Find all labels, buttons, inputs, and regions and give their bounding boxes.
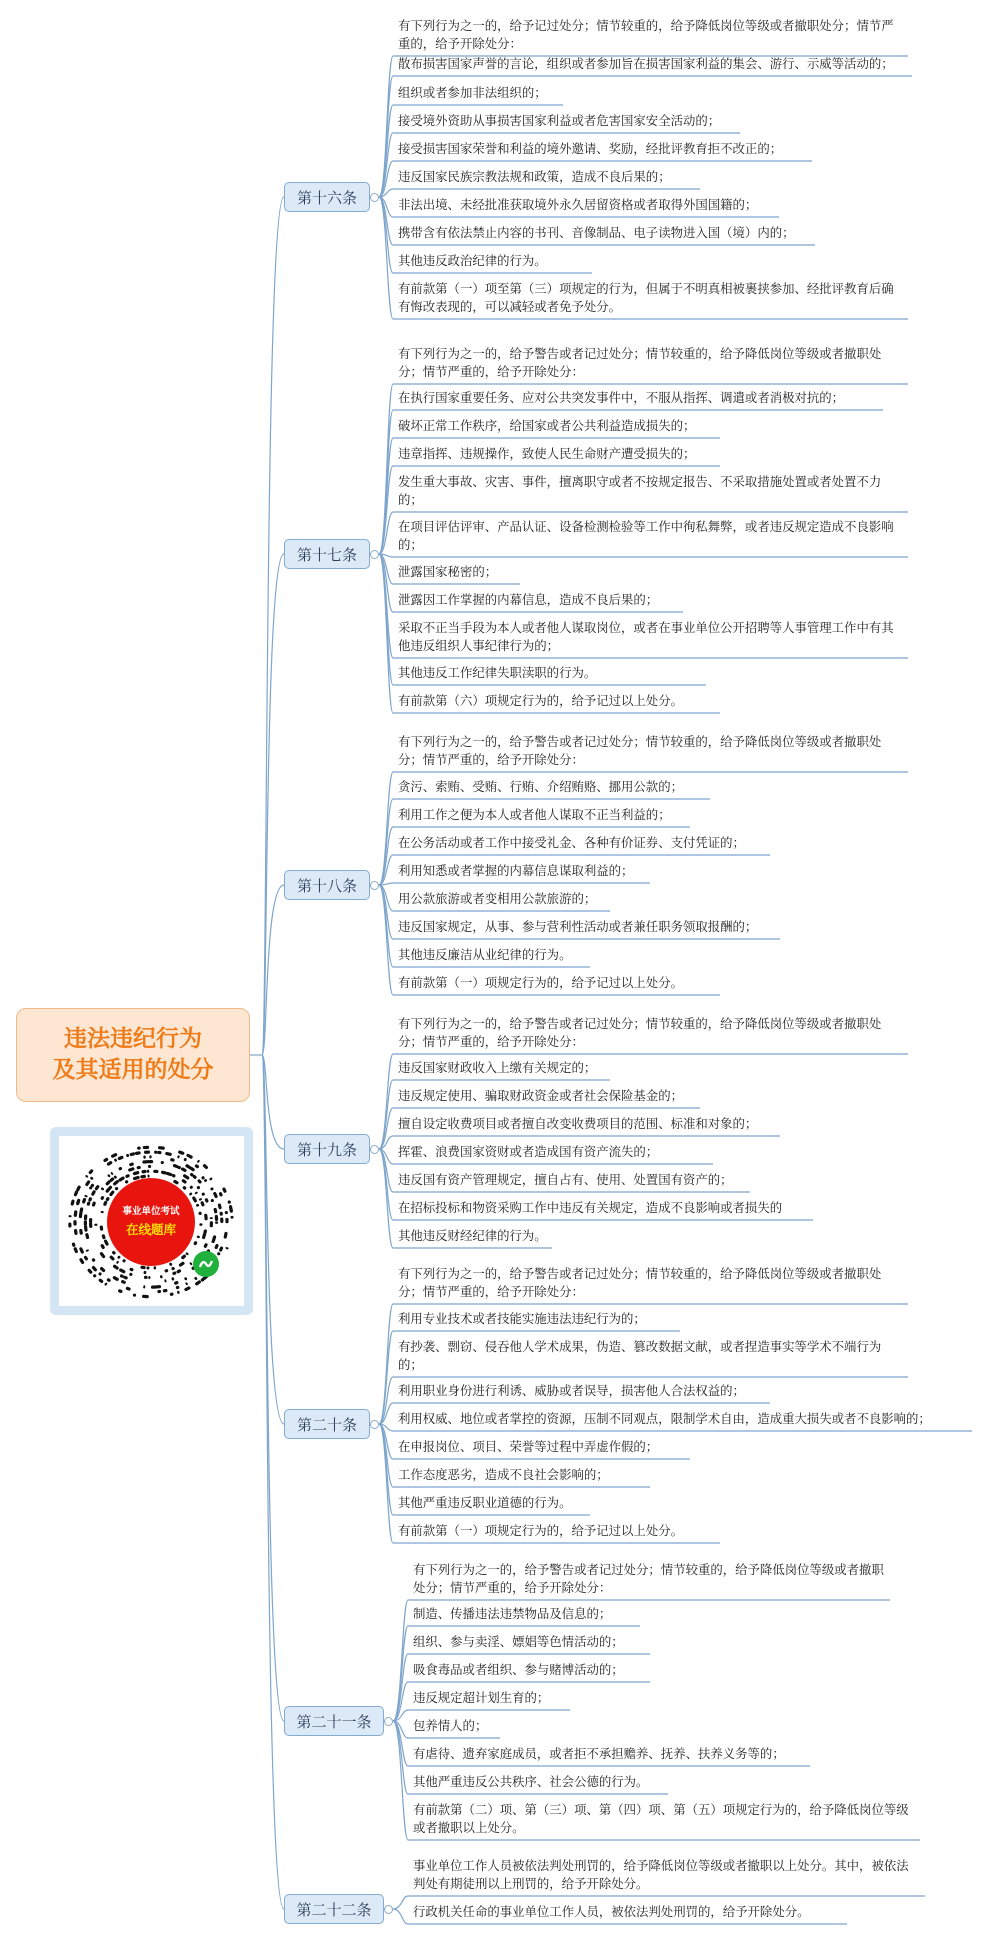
leaf-item: 在招标投标和物资采购工作中违反有关规定，造成不良影响或者损失的: [398, 1201, 783, 1215]
qr-code-image: [59, 1136, 244, 1306]
root-topic[interactable]: [16, 1008, 250, 1102]
leaf-item: 利用职业身份进行利诱、威胁或者误导，损害他人合法权益的；: [398, 1384, 745, 1398]
leaf-item: 工作态度恶劣，造成不良社会影响的；: [398, 1468, 609, 1482]
leaf-item: 用公款旅游或者变相用公款旅游的；: [398, 892, 597, 906]
leaf-item: 违反国有资产管理规定，擅自占有、使用、处置国有资产的；: [398, 1173, 733, 1187]
root-topic-line-1: 违法违纪行为: [64, 1026, 202, 1052]
collapse-toggle-icon[interactable]: [370, 1420, 379, 1429]
qr-code-card: [50, 1127, 253, 1315]
leaf-item: 有下列行为之一的，给予记过处分；情节较重的，给予降低岗位等级或者撤职处分；情节严重的，给予开除处分：: [398, 19, 894, 51]
leaf-item: 有下列行为之一的，给予警告或者记过处分；情节较重的，给予降低岗位等级或者撤职处分；情节严重的，给予开除处分：: [398, 1267, 882, 1299]
leaf-item: 破坏正常工作秩序，给国家或者公共利益造成损失的；: [398, 419, 696, 433]
collapse-toggle-icon[interactable]: [384, 1717, 393, 1726]
leaf-item: 在执行国家重要任务、应对公共突发事件中，不服从指挥、调遣或者消极对抗的；: [398, 391, 845, 405]
leaf-item: 有抄袭、剽窃、侵吞他人学术成果，伪造、篡改数据文献，或者捏造事实等学术不端行为的；: [398, 1340, 882, 1372]
leaf-item: 有虐待、遗弃家庭成员，或者拒不承担赡养、抚养、扶养义务等的；: [413, 1747, 785, 1761]
leaf-item: 散布损害国家声誉的言论，组织或者参加旨在损害国家利益的集会、游行、示威等活动的；: [398, 57, 894, 71]
leaf-item: 其他违反工作纪律失职渎职的行为。: [398, 666, 597, 680]
leaf-item: 贪污、索贿、受贿、行贿、介绍贿赂、挪用公款的；: [398, 780, 683, 794]
leaf-item: 擅自设定收费项目或者擅自改变收费项目的范围、标准和对象的；: [398, 1117, 758, 1131]
leaf-item: 挥霍、浪费国家资财或者造成国有资产流失的；: [398, 1145, 659, 1159]
leaf-item: 在项目评估评审、产品认证、设备检测检验等工作中徇私舞弊，或者违反规定造成不良影响的；: [398, 520, 894, 552]
leaf-item: 利用知悉或者掌握的内幕信息谋取利益的；: [398, 864, 634, 878]
qr-badge-line-1: 事业单位考试: [122, 1206, 180, 1217]
leaf-item: 其他严重违反职业道德的行为。: [398, 1496, 572, 1510]
leaf-item: 违章指挥、违规操作，致使人民生命财产遭受损失的；: [398, 447, 696, 461]
leaf-item: 利用工作之便为本人或者他人谋取不正当利益的；: [398, 808, 671, 822]
collapse-toggle-icon[interactable]: [370, 881, 379, 890]
leaf-item: 在公务活动或者工作中接受礼金、各种有价证券、支付凭证的；: [398, 836, 745, 850]
branch-topic-1[interactable]: 第十六条: [284, 182, 370, 212]
leaf-item: 有前款第（一）项至第（三）项规定的行为，但属于不明真相被裹挟参加、经批评教育后确有悔改表现的，可以减轻或者免予处分。: [398, 282, 894, 314]
leaf-item: 有前款第（一）项规定行为的，给予记过以上处分。: [398, 1524, 683, 1538]
leaf-item: 在申报岗位、项目、荣誉等过程中弄虚作假的；: [398, 1440, 659, 1454]
leaf-item: 其他违反廉洁从业纪律的行为。: [398, 948, 572, 962]
leaf-item: 其他严重违反公共秩序、社会公德的行为。: [413, 1775, 649, 1789]
collapse-toggle-icon[interactable]: [370, 193, 379, 202]
leaf-item: 事业单位工作人员被依法判处刑罚的，给予降低岗位等级或者撤职以上处分。其中，被依法判处有期徒刑以上刑罚的，给予开除处分。: [413, 1859, 909, 1891]
leaf-item: 有下列行为之一的，给予警告或者记过处分；情节较重的，给予降低岗位等级或者撤职处分；情节严重的，给予开除处分：: [398, 347, 882, 379]
collapse-toggle-icon[interactable]: [384, 1905, 393, 1914]
leaf-item: 有前款第（二）项、第（三）项、第（四）项、第（五）项规定行为的，给予降低岗位等级或者撤职以上处分。: [413, 1803, 909, 1835]
leaf-item: 利用专业技术或者技能实施违法违纪行为的；: [398, 1312, 646, 1326]
leaf-item: 有下列行为之一的，给予警告或者记过处分；情节较重的，给予降低岗位等级或者撤职处分；情节严重的，给予开除处分：: [413, 1563, 884, 1595]
leaf-item: 有前款第（一）项规定行为的，给予记过以上处分。: [398, 976, 683, 990]
leaf-item: 接受损害国家荣誉和利益的境外邀请、奖励，经批评教育拒不改正的；: [398, 142, 783, 156]
leaf-item: 接受境外资助从事损害国家利益或者危害国家安全活动的；: [398, 114, 721, 128]
leaf-item: 利用权威、地位或者掌控的资源，压制不同观点，限制学术自由，造成重大损失或者不良影响的；: [398, 1412, 931, 1426]
leaf-item: 行政机关任命的事业单位工作人员，被依法判处刑罚的，给予开除处分。: [413, 1905, 810, 1919]
leaf-item: 携带含有依法禁止内容的书刊、音像制品、电子读物进入国（境）内的；: [398, 226, 795, 240]
leaf-item: 其他违反政治纪律的行为。: [398, 254, 547, 268]
branch-topic-6[interactable]: 第二十一条: [284, 1706, 384, 1736]
leaf-item: 泄露因工作掌握的内幕信息，造成不良后果的；: [398, 593, 659, 607]
root-topic-line-2: 及其适用的处分: [52, 1057, 214, 1083]
leaf-item: 违反国家财政收入上缴有关规定的；: [398, 1061, 597, 1075]
leaf-item: 有前款第（六）项规定行为的，给予记过以上处分。: [398, 694, 683, 708]
branch-topic-3[interactable]: 第十八条: [284, 870, 370, 900]
collapse-toggle-icon[interactable]: [370, 1145, 379, 1154]
leaf-item: 其他违反财经纪律的行为。: [398, 1229, 547, 1243]
leaf-item: 违反规定超计划生育的；: [413, 1691, 550, 1705]
leaf-item: 组织、参与卖淫、嫖娼等色情活动的；: [413, 1635, 624, 1649]
leaf-item: 违反规定使用、骗取财政资金或者社会保险基金的；: [398, 1089, 683, 1103]
leaf-item: 制造、传播违法违禁物品及信息的；: [413, 1607, 612, 1621]
branch-topic-2[interactable]: 第十七条: [284, 539, 370, 569]
qr-badge-line-2: 在线题库: [125, 1222, 177, 1237]
branch-topic-5[interactable]: 第二十条: [284, 1409, 370, 1439]
leaf-item: 吸食毒品或者组织、参与赌博活动的；: [413, 1663, 624, 1677]
leaf-item: 包养情人的；: [413, 1719, 488, 1733]
collapse-toggle-icon[interactable]: [370, 550, 379, 559]
leaf-item: 有下列行为之一的，给予警告或者记过处分；情节较重的，给予降低岗位等级或者撤职处分；情节严重的，给予开除处分：: [398, 1017, 882, 1049]
branch-topic-4[interactable]: 第十九条: [284, 1134, 370, 1164]
leaf-item: 非法出境、未经批准获取境外永久居留资格或者取得外国国籍的；: [398, 198, 758, 212]
leaf-item: 违反国家民族宗教法规和政策，造成不良后果的；: [398, 170, 671, 184]
leaf-item: 违反国家规定，从事、参与营利性活动或者兼任职务领取报酬的；: [398, 920, 758, 934]
leaf-item: 采取不正当手段为本人或者他人谋取岗位，或者在事业单位公开招聘等人事管理工作中有其他违反组织人事纪律行为的；: [398, 621, 894, 653]
leaf-item: 发生重大事故、灾害、事件，擅离职守或者不按规定报告、不采取措施处置或者处置不力的；: [398, 475, 882, 507]
branch-topic-7[interactable]: 第二十二条: [284, 1894, 384, 1924]
leaf-item: 有下列行为之一的，给予警告或者记过处分；情节较重的，给予降低岗位等级或者撤职处分；情节严重的，给予开除处分：: [398, 735, 882, 767]
leaf-item: 组织或者参加非法组织的；: [398, 86, 547, 100]
leaf-item: 泄露国家秘密的；: [398, 565, 498, 579]
